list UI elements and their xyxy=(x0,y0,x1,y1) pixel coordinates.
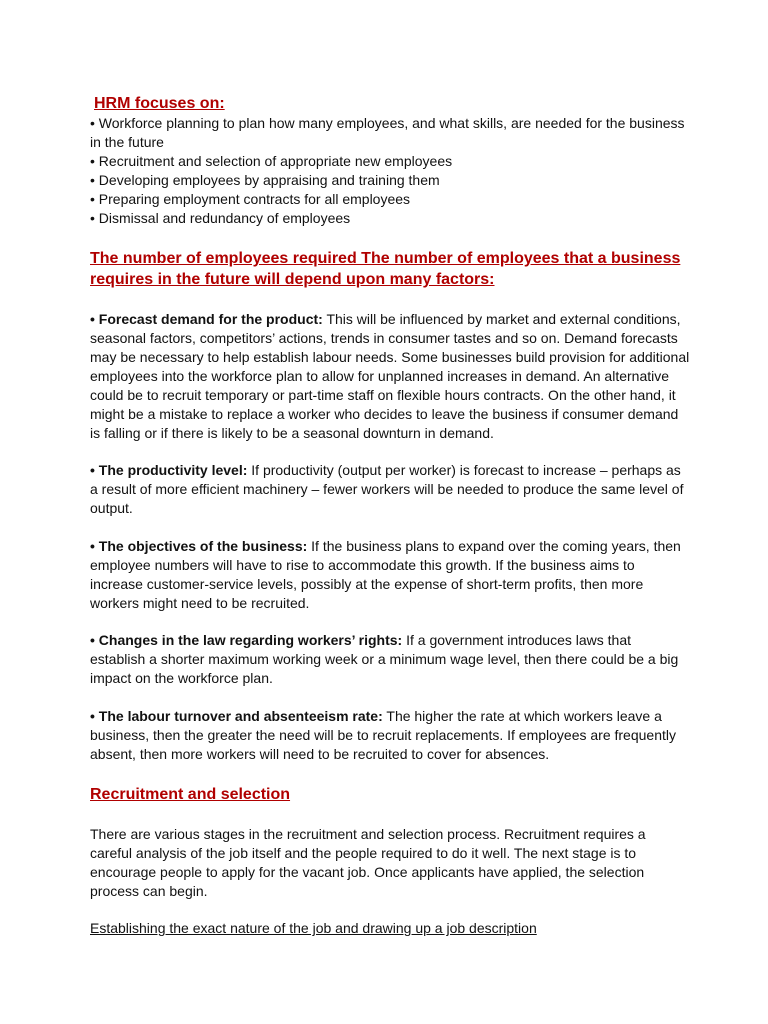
factor-title: • Forecast demand for the product: xyxy=(90,311,323,327)
recruitment-paragraph: There are various stages in the recruitment and selection process. Recruitment requires a careful analysis of the job itself and the people required to do it well. The next stage is to encourage people to apply for the vacant job. Once applicants have applied, the selection process can begin. xyxy=(90,826,646,899)
factor-title: • The productivity level: xyxy=(90,462,248,478)
factor-title: • The labour turnover and absenteeism rate: xyxy=(90,708,383,724)
recruitment-selection-heading: Recruitment and selection xyxy=(90,786,291,803)
document-content xyxy=(90,93,690,938)
list-item: • Recruitment and selection of appropriate new employees xyxy=(90,153,453,169)
hrm-focus-heading: HRM focuses on: xyxy=(94,95,225,112)
factor-title: • The objectives of the business: xyxy=(90,538,308,554)
list-item: • Preparing employment contracts for all employees xyxy=(90,191,411,207)
factor-paragraph xyxy=(90,310,690,443)
list-item: • Developing employees by appraising and training them xyxy=(90,172,440,188)
factor-paragraph xyxy=(90,707,690,764)
factor-paragraph xyxy=(90,537,690,613)
job-description-subheading: Establishing the exact nature of the job and drawing up a job description xyxy=(90,920,537,936)
factor-text: If a government introduces laws that establish a shorter maximum working week or a minimum wage level, then there could be a big impact on the workforce plan. xyxy=(90,632,679,686)
factor-title: • Changes in the law regarding workers’ rights: xyxy=(90,632,403,648)
factor-text: This will be influenced by market and external conditions, seasonal factors, competitors’ actions, trends in consumer tastes and so on. Demand forecasts may be necessary to help establish labour needs. Some businesses build provision for additional employees into the workforce plan to allow for unplanned increases in demand. An alternative could be to recruit temporary or part-time staff on flexible hours contracts. On the other hand, it might be a mistake to replace a worker who decides to leave the business if consumer demand is falling or if there is likely to be a seasonal downturn in demand. xyxy=(90,311,690,441)
factor-text: If productivity (output per worker) is forecast to increase – perhaps as a result of more efficient machinery – fewer workers will be needed to produce the same level of output. xyxy=(90,462,684,516)
factor-paragraph xyxy=(90,631,690,688)
factor-text: The higher the rate at which workers leave a business, then the greater the need will be to recruit replacements. If employees are frequently absent, then more workers will need to be recruited to cover for absences. xyxy=(90,708,676,762)
factor-paragraph xyxy=(90,461,690,518)
factor-text: If the business plans to expand over the coming years, then employee numbers will have to rise to accommodate this growth. If the business aims to increase customer-service levels, possibly at the expense of short-term profits, then more workers might need to be recruited. xyxy=(90,538,681,611)
employees-required-heading: The number of employees required The number of employees that a business requires in the future will depend upon many factors: xyxy=(90,250,681,288)
list-item: • Workforce planning to plan how many employees, and what skills, are needed for the business in the future xyxy=(90,115,685,150)
list-item: • Dismissal and redundancy of employees xyxy=(90,210,351,226)
hrm-focus-list xyxy=(90,114,690,228)
